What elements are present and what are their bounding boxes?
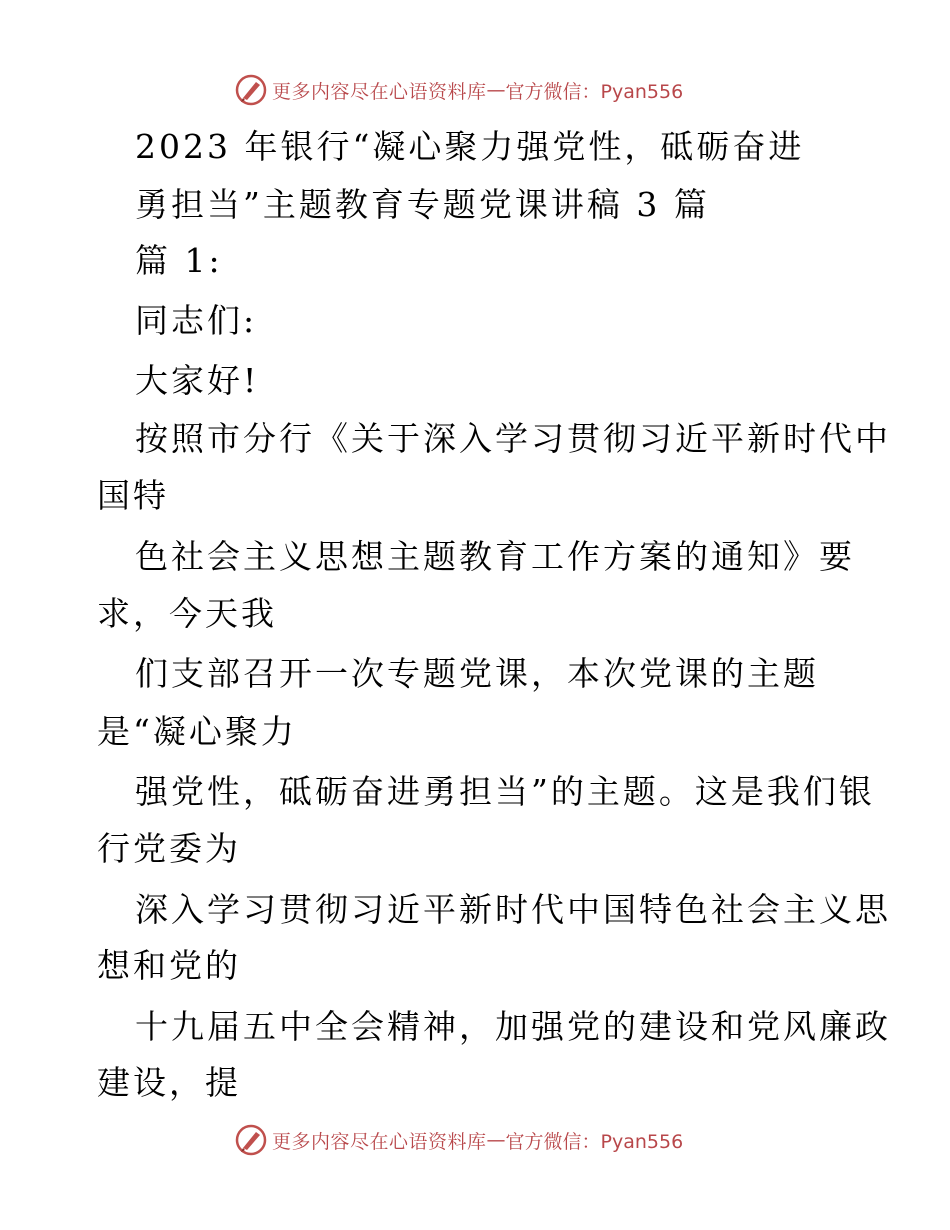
text-line: 同志们: <box>135 301 258 340</box>
text-line: 强党性，砥砺奋进勇担当”的主题。这是我们银 <box>135 772 875 811</box>
quill-pen-seal-icon <box>234 1123 268 1157</box>
document-title-line-1: 2023 年银行“凝心聚力强党性，砥砺奋进 <box>135 127 805 166</box>
text-line: 想和党的 <box>97 946 241 985</box>
text-line: 国特 <box>97 476 169 515</box>
text-line: 按照市分行《关于深入学习贯彻习近平新时代中 <box>135 419 891 458</box>
watermark-site-text: 更多内容尽在心语资料库 <box>272 80 487 103</box>
text-line: 篇 1: <box>135 241 223 280</box>
footer-watermark <box>234 1123 683 1157</box>
text-line: 建设，提 <box>97 1063 241 1102</box>
text-line: 大家好! <box>135 361 260 400</box>
text-line: 行党委为 <box>97 829 241 868</box>
quill-pen-seal-icon <box>234 73 268 107</box>
text-line: 求，今天我 <box>97 594 277 633</box>
text-line: 深入学习贯彻习近平新时代中国特色社会主义思 <box>135 890 891 929</box>
watermark-separator: — <box>486 1129 506 1151</box>
watermark-separator: — <box>486 79 506 101</box>
watermark-wechat: 官方微信：Pyan556 <box>505 1130 684 1153</box>
text-line: 是“凝心聚力 <box>97 712 297 751</box>
text-line: 色社会主义思想主题教育工作方案的通知》要 <box>135 537 855 576</box>
document-title-line-2: 勇担当”主题教育专题党课讲稿 3 篇 <box>135 185 710 224</box>
text-line: 们支部召开一次专题党课，本次党课的主题 <box>135 654 819 693</box>
watermark-site-text: 更多内容尽在心语资料库 <box>272 1130 487 1153</box>
watermark-wechat: 官方微信：Pyan556 <box>505 80 684 103</box>
header-watermark <box>234 73 683 107</box>
text-line: 十九届五中全会精神，加强党的建设和党风廉政 <box>135 1007 891 1046</box>
